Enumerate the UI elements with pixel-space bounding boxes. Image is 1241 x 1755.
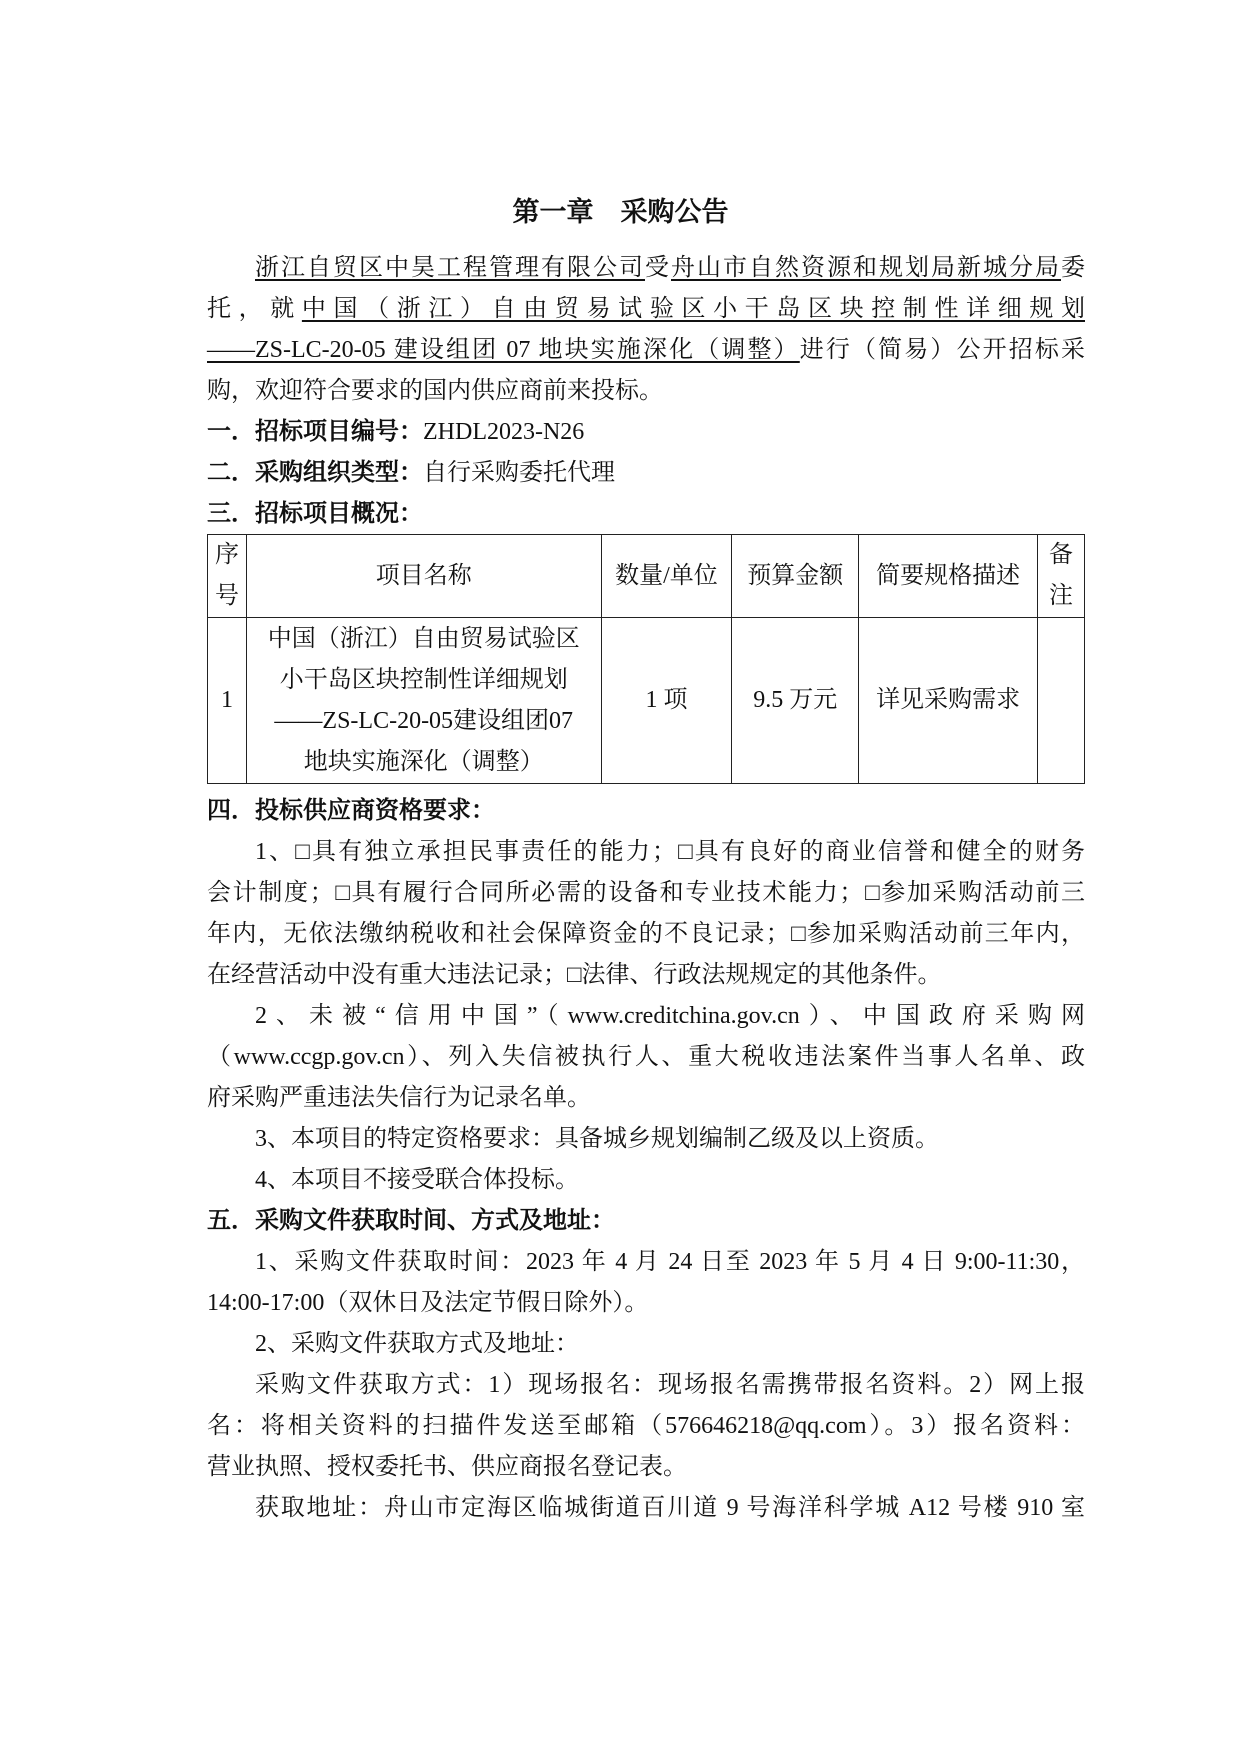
- intro-paragraph: [207, 248, 1085, 412]
- project-name: 中国（浙江）自由贸易试验区小干岛区块控制性详细规划: [301, 296, 1085, 322]
- cell-name: [246, 618, 601, 784]
- method-line: 名：将相关资料的扫描件发送至邮箱（576646218@qq.com）。3）报名资料：: [207, 1413, 1085, 1439]
- header-name: 项目名称: [246, 535, 601, 618]
- section-2: [207, 453, 1085, 494]
- intro-line-2: [207, 289, 1085, 330]
- time-line: 1、采购文件获取时间：2023 年 4 月 24 日至 2023 年 5 月 4 日 9:00-11:30，: [255, 1249, 1085, 1275]
- section-1: [207, 412, 1085, 453]
- intro-line-3: [207, 330, 1085, 371]
- table-header-row: [208, 535, 1085, 618]
- cell-note: [1037, 618, 1084, 784]
- table-row: [208, 618, 1085, 784]
- cell-spec: 详见采购需求: [859, 618, 1038, 784]
- req-2-line: （www.ccgp.gov.cn）、列入失信被执行人、重大税收违法案件当事人名单、政: [207, 1044, 1085, 1070]
- req-2-line: 府采购严重违法失信行为记录名单。: [207, 1085, 591, 1111]
- section-1-label: 一．招标项目编号：: [207, 419, 423, 445]
- header-text: 备: [1048, 542, 1073, 568]
- section-3-label: 三．招标项目概况：: [207, 501, 423, 527]
- intro-text: 进行（简易）公开招标采: [799, 337, 1086, 363]
- intro-text: 托，就: [207, 296, 302, 322]
- intro-text: 委: [1061, 255, 1085, 281]
- page-title: 第一章 采购公告: [512, 197, 729, 227]
- req-2-line: 2、未被“信用中国”（www.creditchina.gov.cn）、中国政府采购网: [255, 1003, 1085, 1029]
- header-text: 号: [214, 583, 239, 609]
- header-text: 注: [1048, 583, 1073, 609]
- agency-name: 浙江自贸区中昊工程管理有限公司: [255, 255, 645, 281]
- header-note: [1037, 535, 1084, 618]
- cell-name-line: 地块实施深化（调整）: [303, 748, 544, 775]
- req-1-line: 会计制度；□具有履行合同所必需的设备和专业技术能力；□参加采购活动前三: [207, 880, 1085, 906]
- procurement-type: 自行采购委托代理: [423, 460, 615, 486]
- req-1-line: 年内，无依法缴纳税收和社会保障资金的不良记录；□参加采购活动前三年内，: [207, 921, 1085, 947]
- cell-qty: 1 项: [601, 618, 732, 784]
- intro-line-4: 购，欢迎符合要求的国内供应商前来投标。: [207, 378, 663, 404]
- intro-text: 受: [645, 255, 671, 281]
- purchaser-name: 舟山市自然资源和规划局新城分局: [671, 255, 1061, 281]
- header-seq: [208, 535, 247, 618]
- project-name-cont: ——ZS-LC-20-05 建设组团 07 地块实施深化（调整）: [207, 337, 800, 363]
- req-3: 3、本项目的特定资格要求：具备城乡规划编制乙级及以上资质。: [255, 1126, 939, 1152]
- cell-name-line: 小干岛区块控制性详细规划: [279, 666, 568, 693]
- address-line: 获取地址：舟山市定海区临城街道百川道 9 号海洋科学城 A12 号楼 910 室: [255, 1495, 1085, 1521]
- header-spec: 简要规格描述: [859, 535, 1038, 618]
- section-4: [207, 791, 1085, 1201]
- req-1-line: 在经营活动中没有重大违法记录；□法律、行政法规规定的其他条件。: [207, 962, 942, 988]
- section-5: [207, 1201, 1085, 1529]
- cell-name-line: 中国（浙江）自由贸易试验区: [267, 625, 580, 652]
- section-2-label: 二．采购组织类型：: [207, 460, 423, 486]
- method-line: 营业执照、授权委托书、供应商报名登记表。: [207, 1454, 687, 1480]
- project-number: ZHDL2023-N26: [423, 419, 585, 445]
- project-table: [207, 534, 1085, 784]
- header-qty: 数量/单位: [601, 535, 732, 618]
- cell-name-line: ——ZS-LC-20-05建设组团07: [274, 707, 574, 734]
- sections-1-3: [207, 412, 1085, 535]
- req-1-line: 1、□具有独立承担民事责任的能力；□具有良好的商业信誉和健全的财务: [255, 839, 1085, 865]
- cell-budget: 9.5 万元: [732, 618, 859, 784]
- method-line: 采购文件获取方式：1）现场报名：现场报名需携带报名资料。2）网上报: [255, 1372, 1085, 1398]
- req-4: 4、本项目不接受联合体投标。: [255, 1167, 579, 1193]
- time-line: 14:00-17:00（双休日及法定节假日除外）。: [207, 1290, 649, 1316]
- intro-line-1: [207, 248, 1085, 289]
- section-4-label: 四．投标供应商资格要求：: [207, 798, 495, 824]
- header-budget: 预算金额: [732, 535, 859, 618]
- header-text: 序: [214, 542, 239, 568]
- method-heading: 2、采购文件获取方式及地址：: [255, 1331, 579, 1357]
- section-5-label: 五．采购文件获取时间、方式及地址：: [207, 1208, 615, 1234]
- cell-seq: 1: [208, 618, 247, 784]
